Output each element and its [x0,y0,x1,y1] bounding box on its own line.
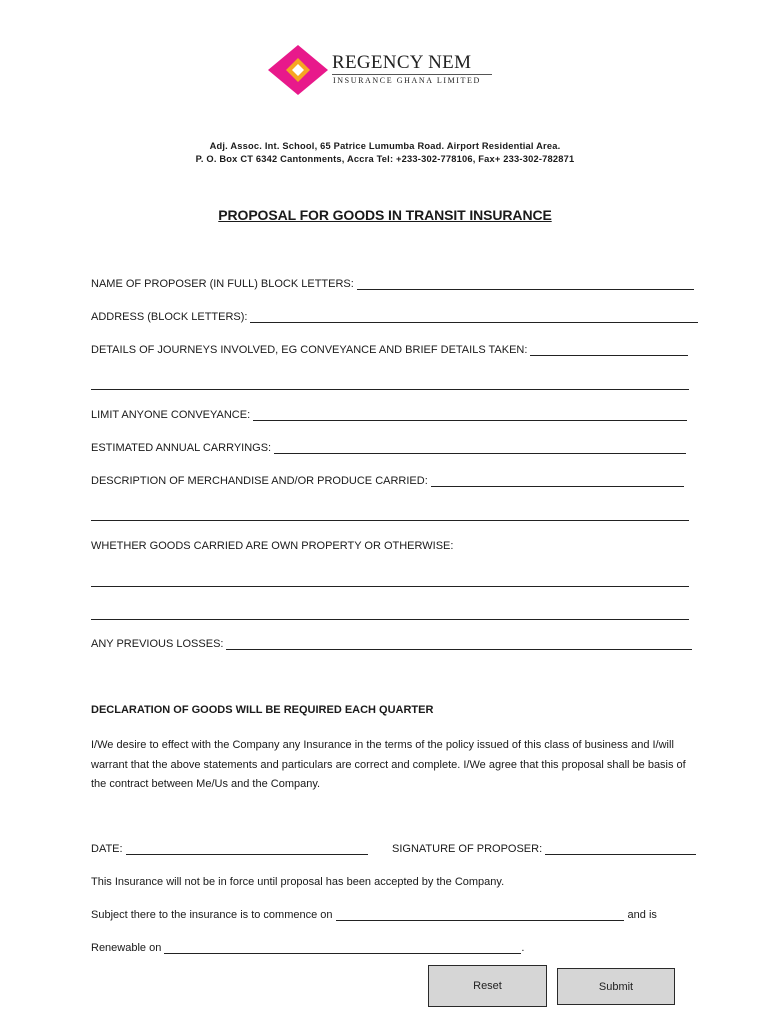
submit-button[interactable]: Submit [557,968,675,1005]
address-line-2: P. O. Box CT 6342 Cantonments, Accra Tel: +233-302-778106, Fax+ 233-302-782871 [195,154,575,164]
acceptance-note [91,876,504,888]
regency-nem-logo-icon [264,44,332,96]
losses-field[interactable] [226,638,692,650]
merchandise-field[interactable] [431,475,684,487]
renewable-row [91,942,524,954]
signature-label: SIGNATURE OF PROPOSER: [392,843,543,855]
losses-row [91,638,692,650]
ownership-field-2[interactable] [91,619,689,620]
date-row [91,843,368,855]
signature-row [392,843,696,855]
proposer-name-label: NAME OF PROPOSER (IN FULL) BLOCK LETTERS: [91,278,354,290]
commence-row [91,909,657,921]
date-label: DATE: [91,843,123,855]
page-title: PROPOSAL FOR GOODS IN TRANSIT INSURANCE [218,207,552,223]
commence-suffix: and is [627,909,657,921]
company-name: REGENCY NEM [332,52,472,73]
proposer-name-row [91,278,694,290]
logo-divider [332,74,492,75]
commence-label: Subject there to the insurance is to commence on [91,909,333,921]
address-field[interactable] [250,311,698,323]
address-line-1: Adj. Assoc. Int. School, 65 Patrice Lumumba Road. Airport Residential Area. [209,141,561,151]
losses-label: ANY PREVIOUS LOSSES: [91,638,224,650]
acceptance-note-text: This Insurance will not be in force until proposal has been accepted by the Company. [91,876,505,888]
address-row [91,311,698,323]
limit-field[interactable] [253,409,687,421]
ownership-field-1[interactable] [91,586,689,587]
reset-button[interactable]: Reset [428,965,547,1007]
journeys-label: DETAILS OF JOURNEYS INVOLVED, EG CONVEYANCE AND BRIEF DETAILS TAKEN: [91,344,528,356]
journeys-row [91,344,688,356]
company-subtitle: INSURANCE GHANA LIMITED [333,76,481,85]
carryings-label: ESTIMATED ANNUAL CARRYINGS: [91,442,272,454]
renewable-suffix: . [521,942,525,954]
renewable-label: Renewable on [91,942,162,954]
merchandise-extra-field[interactable] [91,520,689,521]
commence-date-field[interactable] [336,909,624,921]
ownership-label: WHETHER GOODS CARRIED ARE OWN PROPERTY OR OTHERWISE: [91,540,454,552]
merchandise-row [91,475,684,487]
proposer-name-field[interactable] [357,278,694,290]
renewable-date-field[interactable] [164,942,521,954]
declaration-text: I/We desire to effect with the Company any Insurance in the terms of the policy issued of this class of business and I/will warrant that the above statements and particulars are correct and complete. I/We agree that this proposal shall be basis of the contract between Me/Us and the Company. [91,739,686,790]
merchandise-label: DESCRIPTION OF MERCHANDISE AND/OR PRODUCE CARRIED: [91,475,428,487]
carryings-field[interactable] [274,442,686,454]
limit-row [91,409,687,421]
journeys-field[interactable] [530,344,688,356]
journeys-extra-field[interactable] [91,389,689,390]
carryings-row [91,442,686,454]
date-field[interactable] [126,843,368,855]
limit-label: LIMIT ANYONE CONVEYANCE: [91,409,251,421]
address-label: ADDRESS (BLOCK LETTERS): [91,311,248,323]
signature-field[interactable] [545,843,696,855]
declaration-heading: DECLARATION OF GOODS WILL BE REQUIRED EACH QUARTER [91,704,434,716]
ownership-row [91,540,453,552]
